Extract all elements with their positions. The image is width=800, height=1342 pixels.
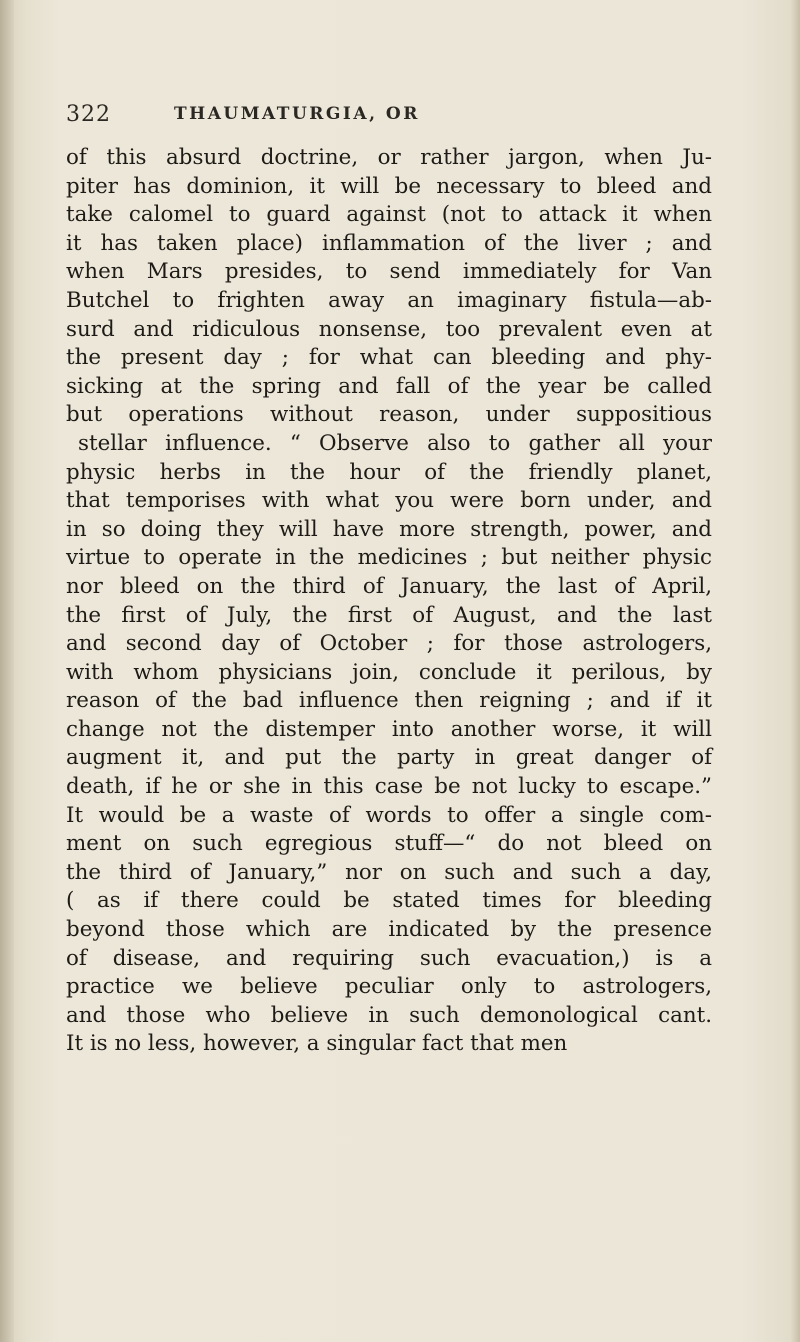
text-line: physic herbs in the hour of the friendly planet,: [66, 459, 712, 485]
text-line: that temporises with what you were born under, and: [66, 488, 712, 514]
page-number: 322: [66, 102, 111, 127]
text-line: when Mars presides, to send immediately for Van: [66, 259, 712, 285]
text-line: the present day ; for what can bleeding and phy-: [66, 345, 712, 371]
body-text: [66, 144, 712, 1059]
text-line: ( as if there could be stated times for bleeding: [66, 888, 712, 914]
text-line: and second day of October ; for those astrologers,: [66, 631, 712, 657]
text-line: change not the distemper into another worse, it will: [66, 716, 712, 742]
text-line: but operations without reason, under suppositious: [66, 402, 712, 428]
text-line-italic-ending: death, if he or she in this case be not lucky to escape.”: [66, 774, 712, 800]
text-line: the first of July, the first of August, and the last: [66, 602, 712, 628]
text-line: sicking at the spring and fall of the year be called: [66, 373, 712, 399]
text-line: practice we believe peculiar only to astrologers,: [66, 974, 712, 1000]
text-line: nor bleed on the third of January, the last of April,: [66, 573, 712, 599]
text-line: augment it, and put the party in great danger of: [66, 745, 712, 771]
text-line: beyond those which are indicated by the presence: [66, 917, 712, 943]
text-line: It is no less, however, a singular fact that men: [66, 1031, 568, 1057]
text-line: in so doing they will have more strength, power, and: [66, 516, 712, 542]
page-left-edge: [0, 0, 14, 1342]
text-line: of disease, and requiring such evacuation,) is a: [66, 945, 712, 971]
text-line: It would be a waste of words to offer a single com-: [66, 802, 712, 828]
text-line: it has taken place) inflammation of the liver ; and: [66, 230, 712, 256]
text-line: Butchel to frighten away an imaginary fistula—ab-: [66, 287, 712, 313]
text-line: the third of January,” nor on such and such a day,: [66, 859, 712, 885]
text-line: with whom physicians join, conclude it perilous, by: [66, 659, 712, 685]
text-line: of this absurd doctrine, or rather jargon, when Ju-: [66, 145, 712, 170]
text-line: stellar influence. “ Observe also to gather all your: [78, 430, 712, 456]
text-line: piter has dominion, it will be necessary to bleed and: [66, 173, 712, 199]
page-right-edge: [790, 0, 800, 1342]
text-line: and those who believe in such demonological cant.: [66, 1002, 712, 1028]
text-line: surd and ridiculous nonsense, too prevalent even at: [66, 316, 712, 342]
text-line: take calomel to guard against (not to attack it when: [66, 202, 712, 228]
running-head: [66, 102, 716, 132]
text-line: ment on such egregious stuff—“ do not bleed on: [66, 831, 712, 857]
running-title: THAUMATURGIA, OR: [174, 104, 420, 124]
text-line: reason of the bad influence then reigning ; and if it: [66, 688, 712, 714]
text-line: virtue to operate in the medicines ; but neither physic: [66, 545, 712, 571]
